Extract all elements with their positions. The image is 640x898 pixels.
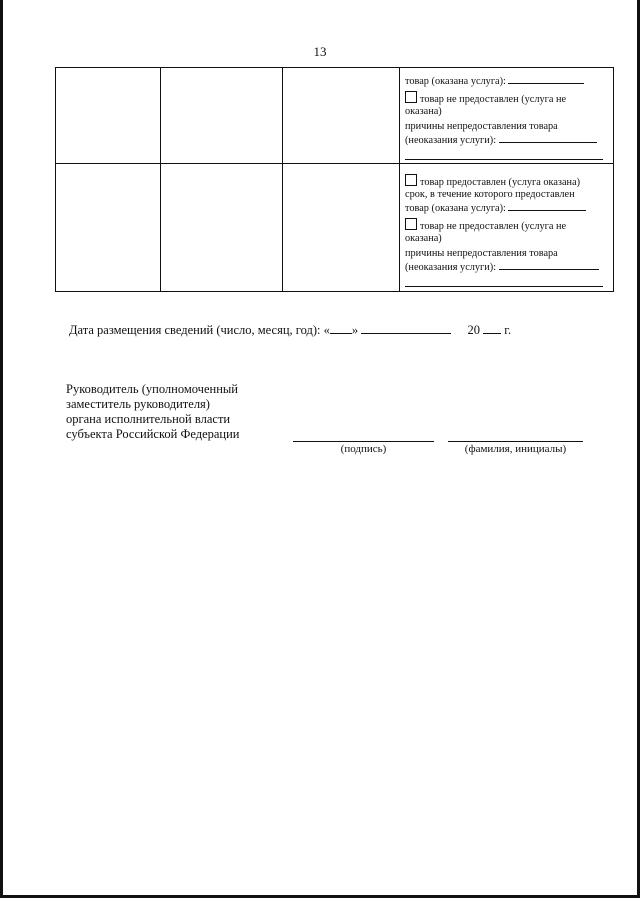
- checkbox[interactable]: [405, 91, 417, 103]
- day-blank[interactable]: [330, 323, 352, 334]
- table-cell-empty: [283, 164, 400, 292]
- checkbox[interactable]: [405, 174, 417, 186]
- report-table: [55, 67, 614, 292]
- table-cell-empty: [56, 68, 161, 164]
- status-cell: товар (оказана услуга): товар не предоставлен (услуга не оказана) причины непредоставления товара (неоказания услуги):: [400, 68, 614, 164]
- table-cell-empty: [283, 68, 400, 164]
- blank-line: [405, 281, 603, 287]
- table-row: [56, 164, 614, 292]
- option-not-provided[interactable]: товар не предоставлен (услуга не: [405, 91, 609, 106]
- month-blank[interactable]: [361, 323, 451, 334]
- name-caption: (фамилия, инициалы): [464, 443, 567, 455]
- table-cell-empty: [56, 164, 161, 292]
- signatory-title: Руководитель (уполномоченный заместитель руководителя) органа исполнительной власти субъекта Российской Федерации: [66, 382, 240, 441]
- option-provided[interactable]: товар предоставлен (услуга оказана): [405, 174, 609, 189]
- blank-line: [405, 154, 603, 160]
- option-not-provided[interactable]: товар не предоставлен (услуга не: [405, 218, 609, 233]
- table-row: [56, 68, 614, 164]
- page-number: 13: [313, 44, 327, 59]
- checkbox[interactable]: [405, 218, 417, 230]
- year-blank[interactable]: [483, 323, 501, 334]
- placement-date: Дата размещения сведений (число, месяц, год): « » 20 г.: [69, 323, 512, 337]
- table-cell-empty: [161, 68, 283, 164]
- signature-caption: (подпись): [340, 443, 387, 455]
- table-cell-empty: [161, 164, 283, 292]
- signature-line[interactable]: [293, 441, 434, 442]
- status-line: товар (оказана услуга):: [405, 74, 609, 88]
- status-cell: товар предоставлен (услуга оказана) срок, в течение которого предоставлен товар (оказана услуга): товар не предоставлен (услуга не оказана) причины непредоставления товара (неоказания услуги):: [400, 164, 614, 292]
- name-line[interactable]: [448, 441, 583, 442]
